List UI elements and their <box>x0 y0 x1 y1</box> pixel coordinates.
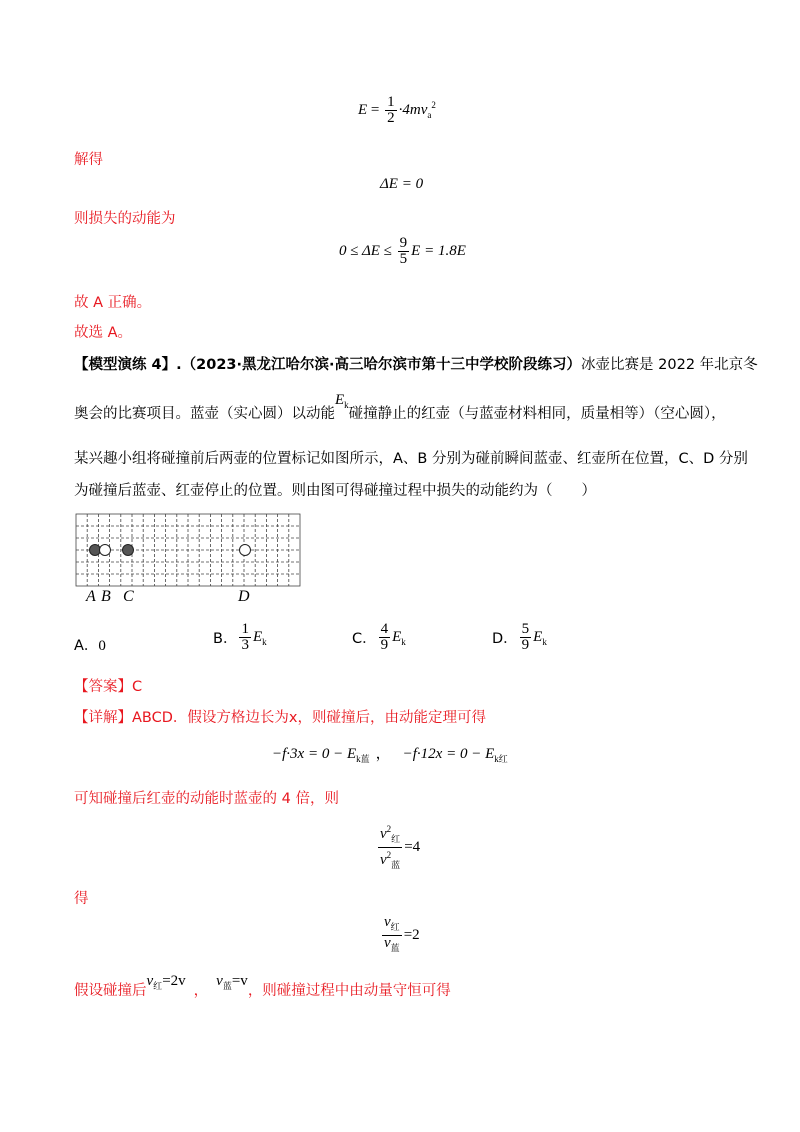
text-de: 得 <box>74 891 89 907</box>
problem-line-2: 奥会的比赛项目。蓝壶（实心圆）以动能$E_k$碰撞静止的红壶（与蓝壶材料相同，质量相等）（空心圆）， <box>74 392 726 422</box>
label-a: A <box>86 588 96 605</box>
red-stone-d <box>240 545 251 556</box>
red-stone-b <box>100 545 111 556</box>
text-loss: 则损失的动能为 <box>74 211 176 227</box>
label-c: C <box>123 588 134 605</box>
answer: 【答案】C <box>74 679 143 695</box>
text-choose-a: 故选 A。 <box>74 325 133 341</box>
blue-stone-c <box>123 545 134 556</box>
option-d[interactable]: D． $\frac{5}{9}$ $E_k$ <box>492 621 547 653</box>
problem-line-3: 某兴趣小组将碰撞前后两壶的位置标记如图所示，A、B 分别为碰前瞬间蓝壶、红壶所在位置，C、D 分别 <box>74 451 748 467</box>
option-b[interactable]: B． $\frac{1}{3}$ $E_k$ <box>213 621 267 653</box>
label-d: D <box>238 588 250 605</box>
curling-grid-figure <box>74 512 304 592</box>
equation-loss-range: 0 ≤ ΔE ≤ $\frac{9}{5}$ E = 1.8E <box>339 235 466 267</box>
problem-line-1: 【模型演练 4】.（2023·黑龙江哈尔滨·高三哈尔滨市第十三中学校阶段练习）冰壶比赛是 2022 年北京冬 <box>74 357 758 373</box>
equation-velocity-squared-ratio: $\frac{v^2_红}{v^2_蓝}$ =4 <box>380 824 421 870</box>
last-line: 假设碰撞后$v_红=2v$，$v_蓝=v$，则碰撞过程中由动量守恒可得 <box>74 973 451 999</box>
blue-stone-a <box>90 545 101 556</box>
equation-kinetic-energy: E = $\frac{1}{2}$ $\cdot 4mv_a^2$ <box>358 94 436 126</box>
detail-line: 【详解】ABCD．假设方格边长为x，则碰撞后，由动能定理可得 <box>74 710 486 726</box>
equation-work-energy: $-f\cdot 3x = 0 - E_{k蓝}$ ， $-f\cdot 12x = 0 - E_{k红}$ <box>272 746 508 764</box>
text-solve: 解得 <box>74 152 103 168</box>
text-a-correct: 故 A 正确。 <box>74 295 152 311</box>
option-c[interactable]: C． $\frac{4}{9}$ $E_k$ <box>352 621 406 653</box>
label-b: B <box>101 588 111 605</box>
text-ratio: 可知碰撞后红壶的动能时蓝壶的 4 倍，则 <box>74 791 339 807</box>
equation-velocity-ratio: $\frac{v_红}{v_蓝}$ =2 <box>384 914 420 953</box>
option-a[interactable]: A．0 <box>74 638 106 654</box>
problem-line-4: 为碰撞后蓝壶、红壶停止的位置。则由图可得碰撞过程中损失的动能约为（ ） <box>74 483 596 499</box>
equation-delta-e: ΔE = 0 <box>380 176 424 192</box>
